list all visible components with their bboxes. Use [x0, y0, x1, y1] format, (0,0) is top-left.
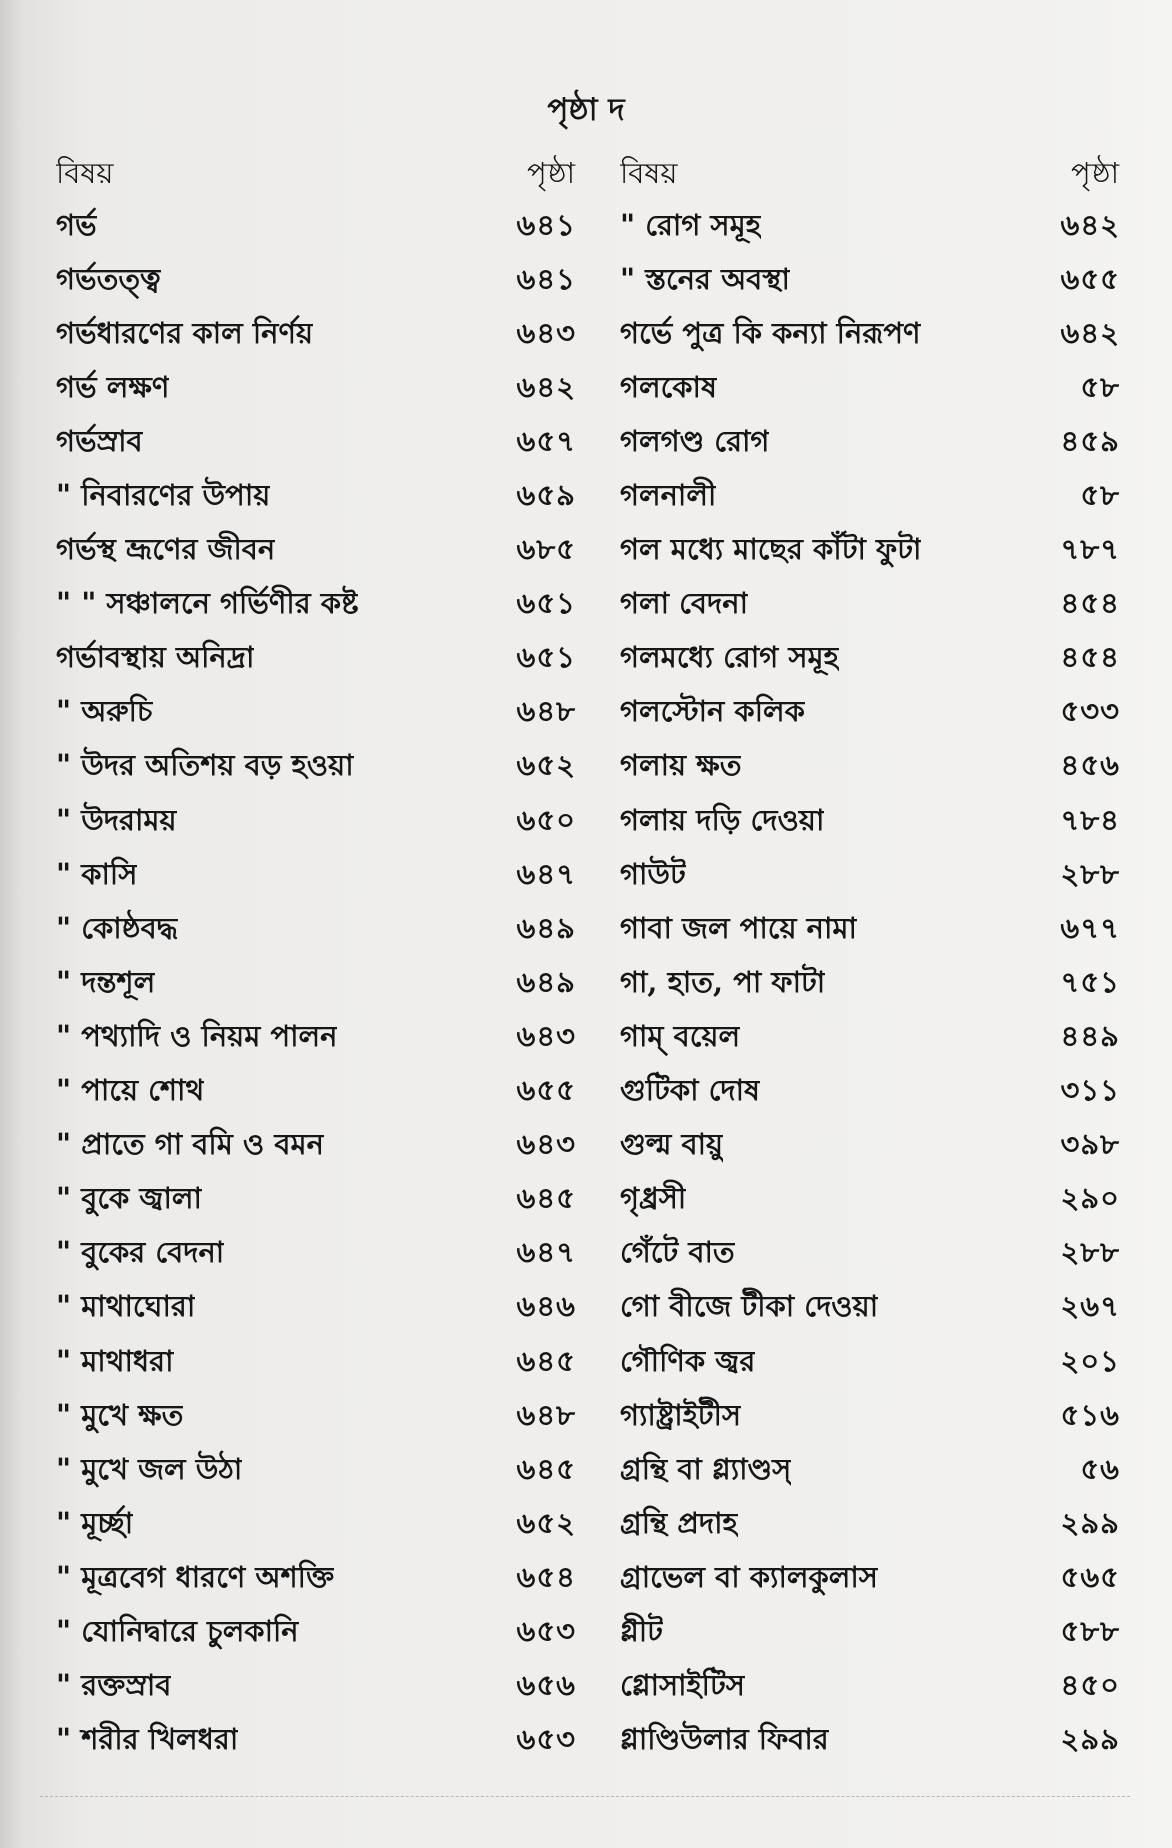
index-entry [56, 525, 576, 579]
entry-topic: গো বীজে টীকা দেওয়া [620, 1289, 879, 1324]
index-entry [620, 254, 1120, 308]
index-entry [620, 1174, 1120, 1228]
index-entry [620, 1011, 1120, 1065]
index-entry [620, 1715, 1120, 1769]
header-page: পৃষ্ঠা [1071, 155, 1120, 190]
entry-page: ৬৪২ [1060, 315, 1120, 350]
entry-page: ৫৩৩ [1060, 694, 1120, 729]
entry-topic: গর্ভ [56, 207, 97, 242]
entry-page: ৭৫১ [1060, 964, 1120, 999]
entry-page: ২৯৯ [1060, 1505, 1120, 1540]
entry-topic: গ্লোসাইটিস [620, 1668, 745, 1703]
entry-topic: গলস্টোন কলিক [620, 694, 805, 729]
entry-topic: গৃধ্রসী [620, 1181, 687, 1216]
entry-topic: " যোনিদ্বারে চুলকানি [56, 1613, 299, 1648]
entry-topic: " শরীর খিলধরা [56, 1722, 239, 1757]
index-entry [56, 1444, 576, 1498]
entry-topic: গলকোষ [620, 369, 717, 404]
entry-topic: " দন্তশূল [56, 964, 156, 999]
index-entry [56, 200, 576, 254]
index-column-left [56, 150, 576, 1769]
entry-page: ৫৬৫ [1060, 1559, 1120, 1594]
index-entry [620, 795, 1120, 849]
entry-page: ৫৬ [1080, 1451, 1120, 1486]
index-entry [620, 1444, 1120, 1498]
entry-page: ৬৪১ [516, 261, 576, 296]
index-entry [56, 1066, 576, 1120]
entry-page: ৬৮৫ [516, 532, 576, 567]
entry-page: ৬৭৭ [1060, 910, 1120, 945]
index-entry [56, 633, 576, 687]
entry-topic: গেঁটে বাত [620, 1235, 735, 1270]
entry-page: ৬৫৯ [516, 478, 576, 513]
entry-page: ৪৫৬ [1060, 748, 1120, 783]
entry-topic: গর্ভধারণের কাল নির্ণয় [56, 315, 314, 350]
index-entry [620, 1606, 1120, 1660]
entry-topic: গাবা জল পায়ে নামা [620, 910, 857, 945]
index-entry [620, 1066, 1120, 1120]
entry-page: ৬৫৩ [516, 1613, 576, 1648]
index-entry [620, 741, 1120, 795]
column-header [620, 150, 1120, 200]
index-entry [56, 362, 576, 416]
index-entry [620, 525, 1120, 579]
entry-topic: গর্ভে পুত্র কি কন্যা নিরূপণ [620, 315, 921, 350]
entry-page: ৬৫১ [516, 640, 576, 675]
entry-page: ৪৪৯ [1060, 1018, 1120, 1053]
entry-topic: গৌণিক জ্বর [620, 1343, 756, 1378]
entry-topic: গলা বেদনা [620, 586, 748, 621]
index-entry [56, 741, 576, 795]
entry-page: ৪৫০ [1060, 1668, 1120, 1703]
index-entry [56, 1120, 576, 1174]
entry-topic: গ্লাণ্ডিউলার ফিবার [620, 1722, 829, 1757]
entry-topic: " পথ্যাদি ও নিয়ম পালন [56, 1018, 338, 1053]
entry-page: ৬৫০ [516, 802, 576, 837]
entry-topic: গ্লীট [620, 1613, 663, 1648]
index-entry [56, 795, 576, 849]
entry-topic: গর্ভস্থ ভ্রূণের জীবন [56, 532, 276, 567]
entry-topic: " মুখে ক্ষত [56, 1397, 184, 1432]
entry-topic: গুল্ম বায়ু [620, 1127, 724, 1162]
index-column-right [620, 150, 1120, 1769]
index-entry [56, 1228, 576, 1282]
index-entry [56, 308, 576, 362]
index-entry [620, 903, 1120, 957]
index-entry [56, 687, 576, 741]
entry-page: ৬৪৭ [516, 856, 576, 891]
entry-topic: গ্রন্থি প্রদাহ [620, 1505, 738, 1540]
index-entry [56, 1174, 576, 1228]
index-entry [56, 1498, 576, 1552]
entry-topic: " কোষ্ঠবদ্ধ [56, 910, 178, 945]
entry-topic: " উদর অতিশয় বড় হওয়া [56, 748, 354, 783]
entry-topic: " নিবারণের উপায় [56, 478, 271, 513]
entry-page: ৬৫৫ [1060, 261, 1120, 296]
index-entry [620, 308, 1120, 362]
entry-page: ৬৫৫ [516, 1073, 576, 1108]
index-entry [620, 1336, 1120, 1390]
index-entry [56, 1661, 576, 1715]
entry-page: ৬৪৭ [516, 1235, 576, 1270]
index-entry [620, 1552, 1120, 1606]
index-entry [56, 1552, 576, 1606]
entry-page: ৫১৬ [1060, 1397, 1120, 1432]
index-entry [56, 254, 576, 308]
entry-topic: গ্রন্থি বা গ্ল্যাণ্ডস্ [620, 1451, 792, 1486]
index-entry [620, 470, 1120, 524]
index-entry [56, 1282, 576, 1336]
entry-page: ২৮৮ [1060, 856, 1120, 891]
entry-page: ৬৪৩ [516, 315, 576, 350]
entry-page: ৬৪২ [516, 369, 576, 404]
entry-page: ৫৮ [1080, 478, 1120, 513]
entry-topic: " মাথাঘোরা [56, 1289, 196, 1324]
column-header [56, 150, 576, 200]
entry-topic: গলমধ্যে রোগ সমূহ [620, 640, 839, 675]
entry-topic: " রক্তস্রাব [56, 1668, 172, 1703]
entry-page: ৬৪৮ [516, 1397, 576, 1432]
entry-topic: " মূত্রবেগ ধারণে অশক্তি [56, 1559, 335, 1594]
entry-page: ৬৫৩ [516, 1722, 576, 1757]
index-entry [620, 1390, 1120, 1444]
entry-page: ২৬৭ [1060, 1289, 1120, 1324]
entry-page: ৪৫৪ [1060, 586, 1120, 621]
entry-topic: " প্রাতে গা বমি ও বমন [56, 1127, 324, 1162]
index-entry [620, 1228, 1120, 1282]
entry-page: ৬৪৯ [516, 964, 576, 999]
page-title: পৃষ্ঠা দ [547, 92, 625, 128]
entry-topic: " বুকে জ্বালা [56, 1181, 202, 1216]
entry-page: ৬৫৬ [516, 1668, 576, 1703]
entry-page: ৬৪১ [516, 207, 576, 242]
entry-page: ৪৫৯ [1060, 423, 1120, 458]
index-entry [620, 1282, 1120, 1336]
entry-topic: গা, হাত, পা ফাটা [620, 964, 826, 999]
index-entry [56, 1606, 576, 1660]
index-entry [56, 849, 576, 903]
entry-page: ৪৫৪ [1060, 640, 1120, 675]
entry-topic: " বুকের বেদনা [56, 1235, 225, 1270]
entry-page: ২৮৮ [1060, 1235, 1120, 1270]
entry-topic: গলনালী [620, 478, 717, 513]
index-entry [56, 416, 576, 470]
entry-topic: গলায় ক্ষত [620, 748, 742, 783]
entry-topic: গুটিকা দোষ [620, 1073, 761, 1108]
header-page: পৃষ্ঠা [527, 155, 576, 190]
entry-topic: " মাথাধরা [56, 1343, 174, 1378]
index-entry [620, 1120, 1120, 1174]
entry-page: ৬৫৭ [516, 423, 576, 458]
entry-topic: গলগণ্ড রোগ [620, 423, 770, 458]
entry-page: ৬৫১ [516, 586, 576, 621]
entry-page: ৬৪৩ [516, 1127, 576, 1162]
entry-topic: " কাসি [56, 856, 138, 891]
entry-page: ৬৪৫ [516, 1181, 576, 1216]
index-entry [56, 579, 576, 633]
entry-topic: " অরুচি [56, 694, 153, 729]
entry-page: ৬৪৫ [516, 1451, 576, 1486]
index-entry [620, 957, 1120, 1011]
entry-topic: গাম্ বয়েল [620, 1018, 741, 1053]
entry-page: ২৯০ [1060, 1181, 1120, 1216]
entry-page: ৩৯৮ [1060, 1127, 1120, 1162]
entry-page: ৭৮৭ [1060, 532, 1120, 567]
entry-page: ৬৪৬ [516, 1289, 576, 1324]
index-entry [620, 200, 1120, 254]
header-topic: বিষয় [620, 155, 678, 190]
entry-page: ২৯৯ [1060, 1722, 1120, 1757]
entry-topic: গর্ভতত্ত্ব [56, 261, 161, 296]
index-entry [56, 1011, 576, 1065]
entry-page: ৬৪৩ [516, 1018, 576, 1053]
bottom-divider [40, 1796, 1130, 1797]
entry-topic: গর্ভাবস্থায় অনিদ্রা [56, 640, 255, 675]
index-entry [56, 957, 576, 1011]
entry-topic: গল মধ্যে মাছের কাঁটা ফুটা [620, 532, 922, 567]
entry-page: ৬৫৪ [516, 1559, 576, 1594]
entry-topic: " " সঞ্চালনে গর্ভিণীর কষ্ট [56, 586, 359, 621]
entry-page: ৬৪৫ [516, 1343, 576, 1378]
index-entry [620, 579, 1120, 633]
index-entry [620, 633, 1120, 687]
entry-topic: গর্ভস্রাব [56, 423, 143, 458]
entry-page: ৬৪২ [1060, 207, 1120, 242]
entry-topic: " মুখে জল উঠা [56, 1451, 243, 1486]
header-topic: বিষয় [56, 155, 114, 190]
entry-page: ৬৫২ [516, 748, 576, 783]
index-entry [620, 1661, 1120, 1715]
entry-page: ৫৮৮ [1060, 1613, 1120, 1648]
entry-topic: গর্ভ লক্ষণ [56, 369, 170, 404]
index-entry [56, 1715, 576, 1769]
entry-topic: " রোগ সমূহ [620, 207, 761, 242]
index-entry [620, 416, 1120, 470]
index-entry [620, 362, 1120, 416]
entry-page: ৬৪৮ [516, 694, 576, 729]
entry-page: ২০১ [1060, 1343, 1120, 1378]
entry-page: ৬৫২ [516, 1505, 576, 1540]
entry-topic: " স্তনের অবস্থা [620, 261, 790, 296]
entry-page: ৬৪৯ [516, 910, 576, 945]
entry-topic: " মূর্চ্ছা [56, 1505, 134, 1540]
index-entry [620, 1498, 1120, 1552]
index-entry [620, 687, 1120, 741]
index-entry [56, 1390, 576, 1444]
index-entry [56, 903, 576, 957]
entry-page: ৭৮৪ [1060, 802, 1120, 837]
entry-topic: " পায়ে শোথ [56, 1073, 205, 1108]
entry-topic: গাউট [620, 856, 686, 891]
entry-topic: " উদরাময় [56, 802, 177, 837]
entry-topic: গ্যাষ্ট্রাইটীস [620, 1397, 742, 1432]
entry-page: ৫৮ [1080, 369, 1120, 404]
index-entry [56, 470, 576, 524]
entry-topic: গ্রাভেল বা ক্যালকুলাস [620, 1559, 878, 1594]
index-entry [620, 849, 1120, 903]
entry-topic: গলায় দড়ি দেওয়া [620, 802, 825, 837]
entry-page: ৩১১ [1060, 1073, 1120, 1108]
index-entry [56, 1336, 576, 1390]
